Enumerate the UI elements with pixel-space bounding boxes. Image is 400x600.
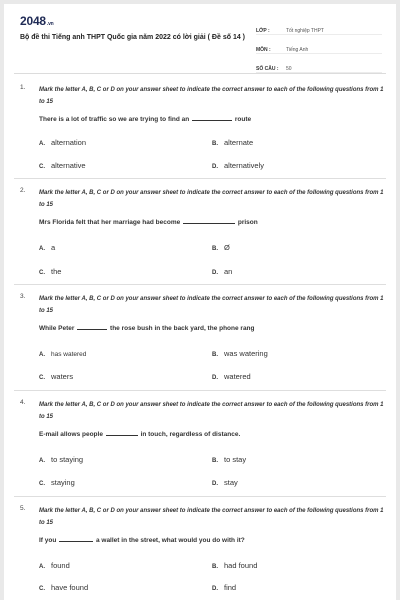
question-divider [14,496,386,497]
question-number: 5. [20,505,26,512]
option-text: staying [51,478,75,487]
option-b[interactable] [212,349,268,358]
option-b[interactable] [212,138,253,147]
question-divider [14,284,386,285]
answer-blank [106,429,138,436]
meta-row-subject [256,35,382,54]
option-letter: A. [39,352,45,358]
question-stem [39,323,384,332]
option-text: alternation [51,138,87,147]
option-letter: A. [39,458,45,464]
option-text: an [224,267,233,276]
exam-page [4,4,396,600]
option-letter: B. [212,352,218,358]
option-letter: B. [212,564,218,570]
logo-suffix: .vn [46,21,54,27]
option-c[interactable] [39,583,88,592]
stem-text-before: Mrs Florida felt that her marriage had become [39,219,181,226]
answer-blank [59,535,93,542]
option-text: was watering [224,349,268,358]
option-d[interactable] [212,267,232,276]
option-letter: D. [212,481,218,487]
question-stem [39,114,384,123]
option-letter: D. [212,586,218,592]
question-instruction: Mark the letter A, B, C or D on your answer sheet to indicate the correct answer to each of the following questions from 1 to 15 [39,508,384,526]
option-letter: D. [212,164,218,170]
question-divider [14,178,386,179]
stem-text-after: a wallet in the street, what would you do with it? [95,537,245,544]
header-divider [14,73,386,74]
option-text: had found [224,561,258,570]
option-letter: B. [212,141,218,147]
option-a[interactable] [39,138,86,147]
answer-blank [77,323,107,330]
option-letter: A. [39,141,45,147]
option-text: alternatively [224,161,265,170]
option-text: alternative [51,161,86,170]
option-letter: C. [39,586,45,592]
option-d[interactable] [212,372,251,381]
option-text: waters [51,372,74,381]
page-header [4,4,396,76]
option-letter: D. [212,375,218,381]
stem-text-after: the rose bush in the back yard, the phone rang [110,325,255,332]
option-text: to stay [224,455,247,464]
stem-text-before: If you [39,537,57,544]
question-instruction: Mark the letter A, B, C or D on your answer sheet to indicate the correct answer to each of the following questions from 1 to 15 [39,402,384,420]
page-title: Bộ đề thi Tiếng anh THPT Quốc gia năm 2022 có lời giải ( Đề số 14 ) [20,34,246,41]
meta-value: 50 [286,66,292,72]
option-text: has watered [51,351,87,358]
option-d[interactable] [212,478,238,487]
option-a[interactable] [39,349,86,358]
question-stem [39,429,384,438]
option-letter: A. [39,246,45,252]
question-divider [14,390,386,391]
option-text: found [51,561,70,570]
stem-text-after: in touch, regardless of distance. [140,431,241,438]
option-letter: B. [212,458,218,464]
option-text: to staying [51,455,84,464]
question-stem [39,535,384,544]
option-c[interactable] [39,267,61,276]
option-letter: C. [39,164,45,170]
stem-text-before: E-mail allows people [39,431,103,438]
question-stem [39,217,384,226]
option-d[interactable] [212,161,264,170]
option-text: the [51,267,62,276]
option-text: Ø [224,243,230,252]
option-c[interactable] [39,478,75,487]
meta-row-grade [256,16,382,35]
logo-text: 2048 [20,14,46,28]
option-b[interactable] [212,455,246,464]
stem-text-after: route [234,116,252,123]
option-letter: B. [212,246,218,252]
option-c[interactable] [39,161,86,170]
question-instruction: Mark the letter A, B, C or D on your answer sheet to indicate the correct answer to each of the following questions from 1 to 15 [39,87,384,105]
option-letter: C. [39,481,45,487]
option-b[interactable] [212,243,230,252]
option-a[interactable] [39,243,55,252]
option-text: a [51,243,56,252]
option-text: find [224,583,237,592]
question-instruction: Mark the letter A, B, C or D on your answer sheet to indicate the correct answer to each of the following questions from 1 to 15 [39,190,384,208]
meta-key: SỐ CÂU : [256,66,279,72]
option-letter: A. [39,564,45,570]
exam-meta [256,16,382,73]
site-logo[interactable] [20,14,54,28]
option-text: alternate [224,138,254,147]
meta-value: Tiếng Anh [286,47,309,53]
question-instruction: Mark the letter A, B, C or D on your answer sheet to indicate the correct answer to each of the following questions from 1 to 15 [39,296,384,314]
option-letter: D. [212,270,218,276]
option-text: stay [224,478,238,487]
option-d[interactable] [212,583,236,592]
stem-text-before: While Peter [39,325,75,332]
option-a[interactable] [39,561,70,570]
meta-key: MÔN : [256,47,271,53]
question-number: 1. [20,84,26,91]
answer-blank [192,114,232,121]
option-c[interactable] [39,372,73,381]
answer-blank [183,217,235,224]
question-number: 2. [20,187,26,194]
option-text: watered [224,372,251,381]
option-b[interactable] [212,561,257,570]
option-letter: C. [39,270,45,276]
meta-value: Tốt nghiệp THPT [286,28,324,34]
question-number: 3. [20,293,26,300]
option-text: have found [51,583,89,592]
stem-text-before: There is a lot of traffic so we are trying to find an [39,116,190,123]
option-letter: C. [39,375,45,381]
stem-text-after: prison [237,219,258,226]
meta-row-count [256,54,382,73]
meta-key: LỚP : [256,28,270,34]
option-a[interactable] [39,455,83,464]
question-number: 4. [20,399,26,406]
